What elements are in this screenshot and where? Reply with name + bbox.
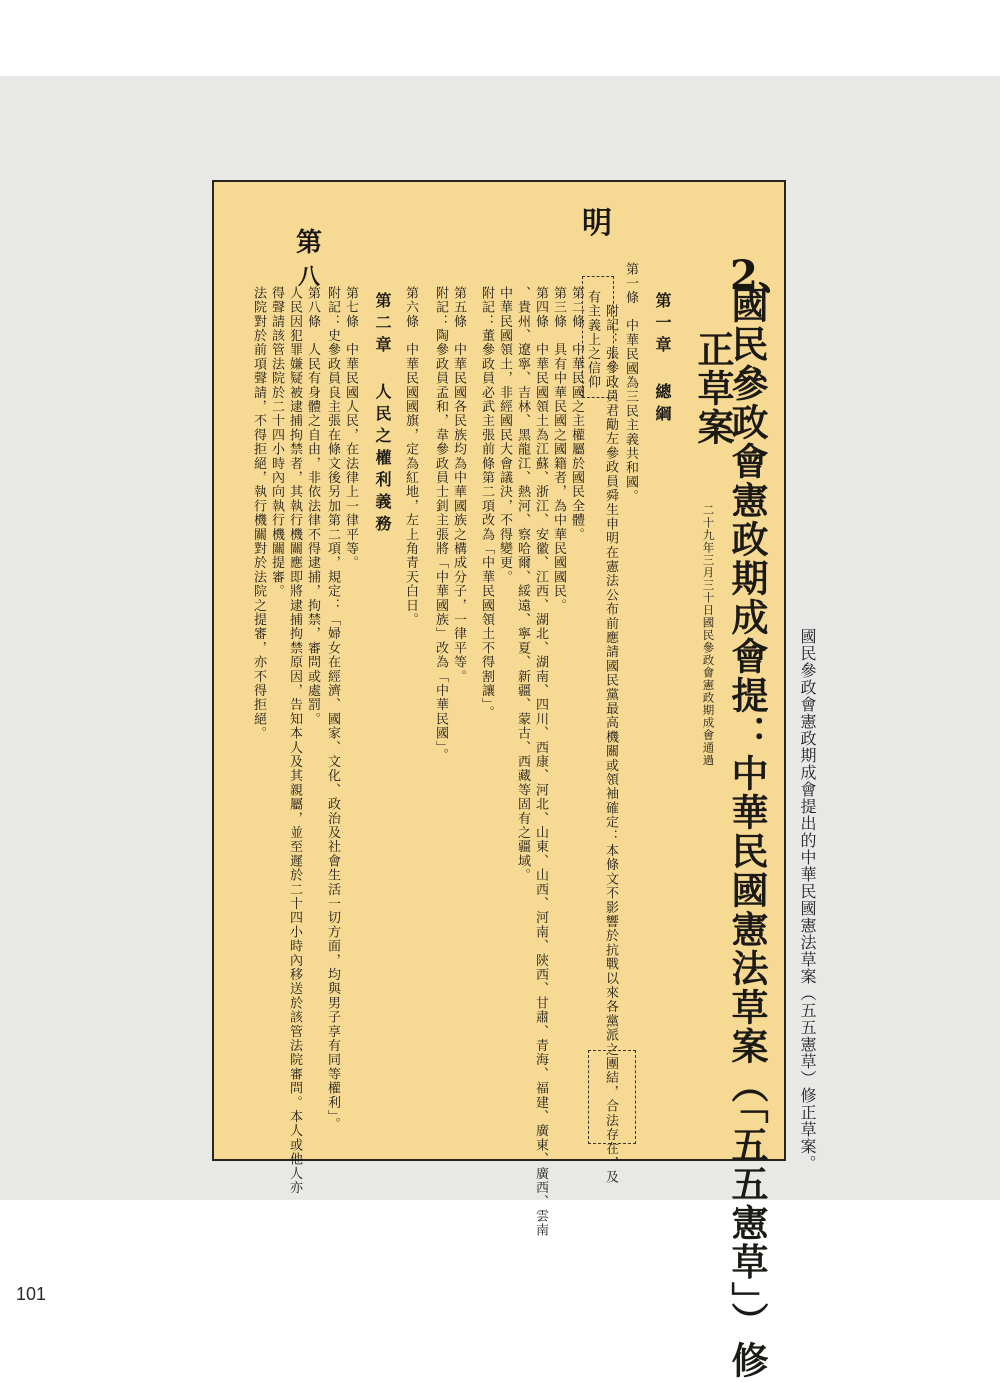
handwritten-mark-left: 第 (296, 228, 323, 258)
document-scan (212, 180, 798, 1380)
title-line-1: 國民參政會憲政期成會提：中華民國憲法草案（「五五憲草」）修 (725, 286, 769, 1380)
handwritten-mark-left-2: 八 (298, 264, 321, 290)
article-1-note-cont: 有主義上之信仰 (585, 290, 600, 390)
article-4-note: 附記：董參政員必武主張前條第二項改為「中華民國領土不得割讓」。 (479, 286, 494, 720)
article-4-cont: 、貴州、遼寧、吉林、黑龍江、熱河、察哈爾、綏遠、寧夏、新疆、蒙古、西藏等固有之疆域。 (515, 286, 530, 883)
article-4-para2: 中華民國領土，非經國民大會議決，不得變更。 (497, 286, 512, 585)
article-1-note: 附記：張參政員君勱左參政員舜生申明在憲法公布前應請國民黨最高機關或領袖確定：本條文不影響於抗戰以來各黨派之團結，合法存在，及 (603, 304, 618, 1185)
page-number: 101 (16, 1284, 47, 1304)
article-4: 第四條 中華民國領土為江蘇、浙江、安徽、江西、湖北、湖南、四川、西康、河北、山東、山西、河南、陝西、甘肅、青海、福建、廣東、廣西、雲南 (533, 286, 548, 1238)
handwritten-mark-top: 明 (582, 206, 612, 241)
article-5-note: 附記：陶參政員孟和，韋參政員士釗主張將「中華國族」改為「中華民國」。 (433, 286, 448, 763)
article-5: 第五條 中華民國各民族均為中華國族之構成分子，一律平等。 (451, 286, 466, 684)
annotation-box-bottom (588, 1050, 636, 1144)
article-7: 第七條 中華民國人民，在法律上一律平等。 (343, 286, 358, 570)
chapter-2-heading: 第二章 人民之權利義務 (373, 292, 392, 537)
title-line-2: 正草案 (691, 330, 735, 447)
chapter-1-heading: 第一章 總綱 (653, 292, 672, 427)
article-8-para2: 人民因犯罪嫌疑被逮捕拘禁者，其執行機關應即將逮捕拘禁原因，告知本人及其親屬，並至遲於二十四小時內移送於該管法院審問。本人或他人亦 (287, 286, 302, 1195)
article-8: 第八條 人民有身體之自由，非依法律不得逮捕，拘禁，審問或處罰。 (305, 286, 320, 727)
article-8-para3: 法院對於前項聲請，不得拒絕，執行機關對於法院之提審，亦不得拒絕。 (251, 286, 266, 741)
article-7-note: 附記：史參政員良主張在條文後另加第二項，規定：「婦女在經濟、國家、文化、政治及社會生活一切方面，均與男子享有同等權利」。 (325, 286, 340, 1132)
annotation-box-top (582, 276, 614, 398)
article-6: 第六條 中華民國國旗，定為紅地，左上角青天白日。 (403, 286, 418, 627)
article-2: 第二條 中華民國之主權屬於國民全體。 (569, 286, 584, 542)
article-8-cont: 得聲請該管法院於二十四小時內向執行機關提審。 (269, 286, 284, 599)
number-mark: 2、 (730, 252, 798, 299)
article-1: 第一條 中華民國為三民主義共和國。 (623, 262, 638, 504)
article-3: 第三條 具有中華民國之國籍者，為中華民國國民。 (551, 286, 566, 613)
date-line: 二十九年三月三十日國民參政會憲政期成會通過 (701, 504, 716, 767)
figure-caption: 國民參政會憲政期成會提出的中華民國憲法草案（五五憲草）修正草案。 (798, 628, 817, 1172)
